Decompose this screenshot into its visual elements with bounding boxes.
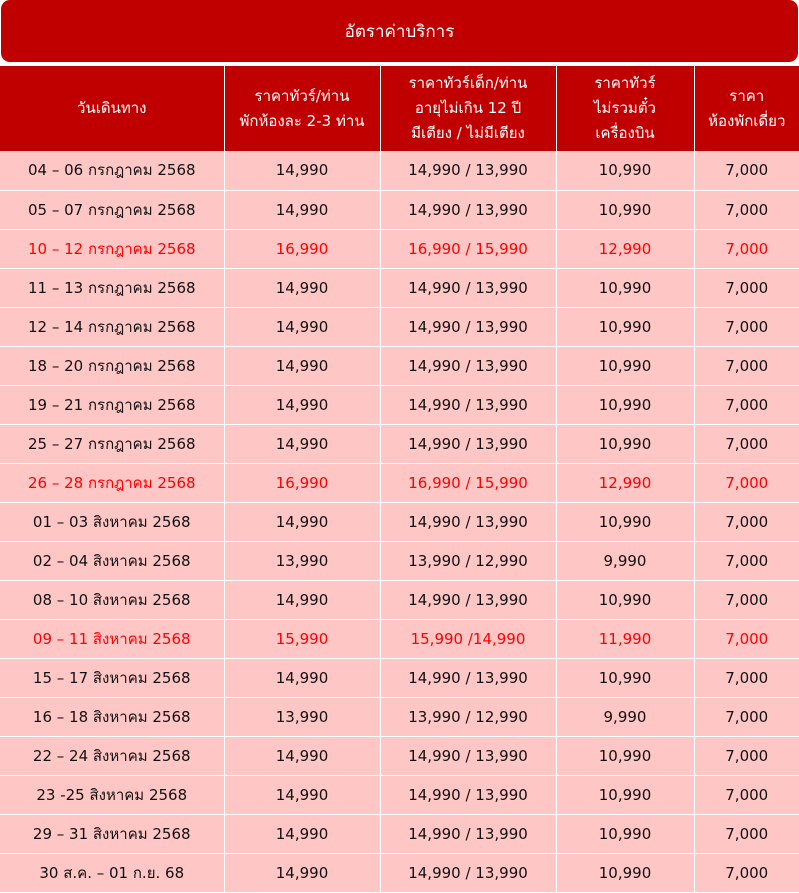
no-flight-price-cell: 10,990 bbox=[556, 775, 694, 814]
table-row bbox=[0, 385, 799, 424]
price-table bbox=[0, 66, 799, 893]
adult-price-cell: 14,990 bbox=[224, 775, 380, 814]
departure-date-cell: 04 – 06 กรกฎาคม 2568 bbox=[0, 151, 224, 190]
departure-date-cell: 29 – 31 สิงหาคม 2568 bbox=[0, 814, 224, 853]
child-price-cell: 14,990 / 13,990 bbox=[380, 151, 556, 190]
table-row bbox=[0, 775, 799, 814]
header-child-price bbox=[380, 66, 556, 151]
single-room-price-cell: 7,000 bbox=[694, 346, 799, 385]
table-row bbox=[0, 697, 799, 736]
single-room-price-cell: 7,000 bbox=[694, 658, 799, 697]
header-single-line1: ราคา bbox=[729, 86, 765, 105]
adult-price-cell: 14,990 bbox=[224, 307, 380, 346]
header-adult-line1: ราคาทัวร์/ท่าน bbox=[254, 86, 350, 105]
child-price-cell: 14,990 / 13,990 bbox=[380, 268, 556, 307]
no-flight-price-cell: 10,990 bbox=[556, 658, 694, 697]
child-price-cell: 16,990 / 15,990 bbox=[380, 463, 556, 502]
child-price-cell: 15,990 /14,990 bbox=[380, 619, 556, 658]
table-row bbox=[0, 736, 799, 775]
child-price-cell: 13,990 / 12,990 bbox=[380, 541, 556, 580]
child-price-cell: 14,990 / 13,990 bbox=[380, 775, 556, 814]
departure-date-cell: 15 – 17 สิงหาคม 2568 bbox=[0, 658, 224, 697]
no-flight-price-cell: 10,990 bbox=[556, 190, 694, 229]
table-row bbox=[0, 541, 799, 580]
table-row bbox=[0, 268, 799, 307]
table-row bbox=[0, 502, 799, 541]
header-noflight-line2: ไม่รวมตั๋ว bbox=[594, 99, 656, 117]
table-row bbox=[0, 229, 799, 268]
no-flight-price-cell: 11,990 bbox=[556, 619, 694, 658]
header-date bbox=[0, 66, 224, 151]
header-single-line2: ห้องพักเดี่ยว bbox=[708, 111, 786, 130]
departure-date-cell: 19 – 21 กรกฎาคม 2568 bbox=[0, 385, 224, 424]
adult-price-cell: 14,990 bbox=[224, 658, 380, 697]
child-price-cell: 14,990 / 13,990 bbox=[380, 190, 556, 229]
adult-price-cell: 14,990 bbox=[224, 814, 380, 853]
child-price-cell: 14,990 / 13,990 bbox=[380, 853, 556, 892]
single-room-price-cell: 7,000 bbox=[694, 502, 799, 541]
departure-date-cell: 30 ส.ค. – 01 ก.ย. 68 bbox=[0, 853, 224, 892]
departure-date-cell: 18 – 20 กรกฎาคม 2568 bbox=[0, 346, 224, 385]
no-flight-price-cell: 10,990 bbox=[556, 502, 694, 541]
no-flight-price-cell: 10,990 bbox=[556, 736, 694, 775]
single-room-price-cell: 7,000 bbox=[694, 190, 799, 229]
child-price-cell: 14,990 / 13,990 bbox=[380, 658, 556, 697]
no-flight-price-cell: 12,990 bbox=[556, 229, 694, 268]
adult-price-cell: 14,990 bbox=[224, 736, 380, 775]
table-row bbox=[0, 463, 799, 502]
child-price-cell: 14,990 / 13,990 bbox=[380, 385, 556, 424]
header-child-line3: มีเตียง / ไม่มีเตียง bbox=[411, 124, 525, 142]
single-room-price-cell: 7,000 bbox=[694, 463, 799, 502]
no-flight-price-cell: 10,990 bbox=[556, 424, 694, 463]
adult-price-cell: 14,990 bbox=[224, 502, 380, 541]
adult-price-cell: 16,990 bbox=[224, 463, 380, 502]
single-room-price-cell: 7,000 bbox=[694, 424, 799, 463]
no-flight-price-cell: 10,990 bbox=[556, 853, 694, 892]
adult-price-cell: 16,990 bbox=[224, 229, 380, 268]
single-room-price-cell: 7,000 bbox=[694, 229, 799, 268]
no-flight-price-cell: 10,990 bbox=[556, 346, 694, 385]
no-flight-price-cell: 9,990 bbox=[556, 697, 694, 736]
departure-date-cell: 26 – 28 กรกฎาคม 2568 bbox=[0, 463, 224, 502]
child-price-cell: 16,990 / 15,990 bbox=[380, 229, 556, 268]
header-noflight-line1: ราคาทัวร์ bbox=[594, 74, 656, 92]
single-room-price-cell: 7,000 bbox=[694, 853, 799, 892]
departure-date-cell: 08 – 10 สิงหาคม 2568 bbox=[0, 580, 224, 619]
child-price-cell: 14,990 / 13,990 bbox=[380, 307, 556, 346]
departure-date-cell: 16 – 18 สิงหาคม 2568 bbox=[0, 697, 224, 736]
table-row bbox=[0, 619, 799, 658]
adult-price-cell: 14,990 bbox=[224, 385, 380, 424]
departure-date-cell: 01 – 03 สิงหาคม 2568 bbox=[0, 502, 224, 541]
no-flight-price-cell: 9,990 bbox=[556, 541, 694, 580]
child-price-cell: 14,990 / 13,990 bbox=[380, 580, 556, 619]
departure-date-cell: 22 – 24 สิงหาคม 2568 bbox=[0, 736, 224, 775]
single-room-price-cell: 7,000 bbox=[694, 385, 799, 424]
single-room-price-cell: 7,000 bbox=[694, 580, 799, 619]
adult-price-cell: 14,990 bbox=[224, 346, 380, 385]
no-flight-price-cell: 10,990 bbox=[556, 268, 694, 307]
child-price-cell: 14,990 / 13,990 bbox=[380, 502, 556, 541]
departure-date-cell: 05 – 07 กรกฎาคม 2568 bbox=[0, 190, 224, 229]
header-no-flight-price bbox=[556, 66, 694, 151]
adult-price-cell: 14,990 bbox=[224, 580, 380, 619]
no-flight-price-cell: 10,990 bbox=[556, 385, 694, 424]
price-table-header bbox=[0, 66, 799, 151]
adult-price-cell: 13,990 bbox=[224, 541, 380, 580]
header-date-label: วันเดินทาง bbox=[77, 99, 147, 117]
page-title: อัตราค่าบริการ bbox=[344, 21, 455, 42]
table-row bbox=[0, 190, 799, 229]
child-price-cell: 14,990 / 13,990 bbox=[380, 424, 556, 463]
table-row bbox=[0, 151, 799, 190]
departure-date-cell: 10 – 12 กรกฎาคม 2568 bbox=[0, 229, 224, 268]
departure-date-cell: 02 – 04 สิงหาคม 2568 bbox=[0, 541, 224, 580]
header-adult-line2: พักห้องละ 2-3 ท่าน bbox=[239, 111, 365, 130]
single-room-price-cell: 7,000 bbox=[694, 697, 799, 736]
child-price-cell: 14,990 / 13,990 bbox=[380, 736, 556, 775]
single-room-price-cell: 7,000 bbox=[694, 151, 799, 190]
single-room-price-cell: 7,000 bbox=[694, 736, 799, 775]
single-room-price-cell: 7,000 bbox=[694, 307, 799, 346]
adult-price-cell: 13,990 bbox=[224, 697, 380, 736]
table-row bbox=[0, 424, 799, 463]
table-row bbox=[0, 346, 799, 385]
single-room-price-cell: 7,000 bbox=[694, 268, 799, 307]
departure-date-cell: 12 – 14 กรกฎาคม 2568 bbox=[0, 307, 224, 346]
header-single-room-price bbox=[694, 66, 799, 151]
header-adult-price bbox=[224, 66, 380, 151]
header-child-line1: ราคาทัวร์เด็ก/ท่าน bbox=[408, 74, 528, 92]
table-row bbox=[0, 853, 799, 892]
no-flight-price-cell: 10,990 bbox=[556, 151, 694, 190]
adult-price-cell: 14,990 bbox=[224, 853, 380, 892]
adult-price-cell: 14,990 bbox=[224, 151, 380, 190]
departure-date-cell: 11 – 13 กรกฎาคม 2568 bbox=[0, 268, 224, 307]
single-room-price-cell: 7,000 bbox=[694, 619, 799, 658]
departure-date-cell: 25 – 27 กรกฎาคม 2568 bbox=[0, 424, 224, 463]
table-row bbox=[0, 580, 799, 619]
no-flight-price-cell: 10,990 bbox=[556, 580, 694, 619]
child-price-cell: 14,990 / 13,990 bbox=[380, 346, 556, 385]
price-table-body bbox=[0, 151, 799, 892]
adult-price-cell: 15,990 bbox=[224, 619, 380, 658]
header-row bbox=[0, 66, 799, 151]
page-title-bar bbox=[1, 0, 798, 62]
departure-date-cell: 23 -25 สิงหาคม 2568 bbox=[0, 775, 224, 814]
adult-price-cell: 14,990 bbox=[224, 424, 380, 463]
no-flight-price-cell: 10,990 bbox=[556, 307, 694, 346]
departure-date-cell: 09 – 11 สิงหาคม 2568 bbox=[0, 619, 224, 658]
adult-price-cell: 14,990 bbox=[224, 268, 380, 307]
child-price-cell: 14,990 / 13,990 bbox=[380, 814, 556, 853]
single-room-price-cell: 7,000 bbox=[694, 814, 799, 853]
header-child-line2: อายุไม่เกิน 12 ปี bbox=[414, 99, 522, 117]
header-noflight-line3: เครื่องบิน bbox=[595, 124, 655, 142]
adult-price-cell: 14,990 bbox=[224, 190, 380, 229]
no-flight-price-cell: 12,990 bbox=[556, 463, 694, 502]
no-flight-price-cell: 10,990 bbox=[556, 814, 694, 853]
table-row bbox=[0, 658, 799, 697]
single-room-price-cell: 7,000 bbox=[694, 541, 799, 580]
child-price-cell: 13,990 / 12,990 bbox=[380, 697, 556, 736]
table-row bbox=[0, 814, 799, 853]
table-row bbox=[0, 307, 799, 346]
single-room-price-cell: 7,000 bbox=[694, 775, 799, 814]
